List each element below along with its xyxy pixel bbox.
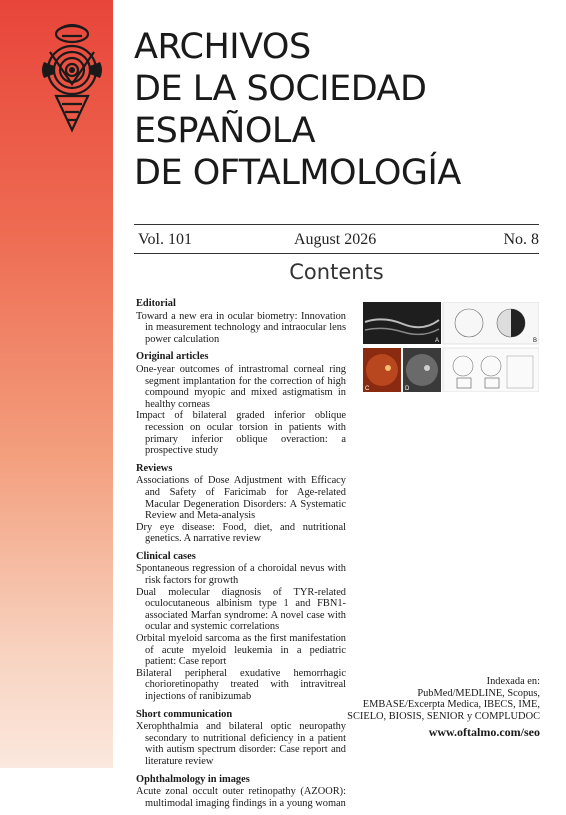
- visual-field-grid-image: [443, 348, 539, 392]
- index-line-3: SCIELO, BIOSIS, SENIOR y COMPLUDOC: [347, 710, 540, 722]
- section-heading: Editorial: [136, 298, 176, 309]
- toc-entry[interactable]: Orbital myeloid sarcoma as the first manifestation of acute myeloid leukemia in a pediatric patient: Case report: [136, 633, 346, 668]
- indexing-info: [300, 676, 540, 722]
- panel-label-d: D: [405, 386, 410, 392]
- section-ophthalmology-in-images: [136, 774, 346, 810]
- contents-heading: Contents: [289, 260, 384, 284]
- journal-title: [134, 26, 461, 194]
- section-original-articles: [136, 351, 346, 456]
- title-line-3: ESPAÑOLA: [134, 111, 316, 151]
- title-line-1: ARCHIVOS: [134, 27, 311, 67]
- section-heading: Ophthalmology in images: [136, 773, 250, 785]
- issue-number: No. 8: [503, 231, 539, 248]
- issue-date: August 2026: [294, 231, 377, 248]
- toc-entry[interactable]: One-year outcomes of intrastromal corneal ring segment implantation for the correction of high compound myopic and mixed astigmatism in healthy corneas: [136, 363, 346, 410]
- divider-top: [134, 224, 539, 225]
- toc-entry[interactable]: Xerophthalmia and bilateral optic neuropathy secondary to nutritional deficiency in a patient with autism spectrum disorder: Case report and literature review: [136, 721, 346, 767]
- toc-entry[interactable]: Impact of bilateral graded inferior oblique recession on ocular torsion in patients with primary inferior oblique overaction: a prospective study: [136, 410, 346, 457]
- cover-image-panel: [363, 302, 539, 392]
- volume-label: Vol. 101: [138, 231, 192, 248]
- section-heading: Original articles: [136, 351, 209, 363]
- index-line-1: PubMed/MEDLINE, Scopus,: [417, 687, 540, 699]
- index-label: Indexada en:: [486, 676, 540, 687]
- title-line-2: DE LA SOCIEDAD: [134, 69, 427, 109]
- divider-bottom: [134, 253, 539, 254]
- toc-entry[interactable]: Associations of Dose Adjustment with Efficacy and Safety of Faricimab for Age-related Macular Degeneration Disorders: A Systematic Review and Meta-analysis: [136, 475, 346, 522]
- title-line-4: DE OFTALMOLOGÍA: [134, 153, 461, 193]
- society-emblem-icon: [40, 22, 104, 134]
- section-reviews: [136, 463, 346, 545]
- panel-label-c: C: [365, 386, 370, 392]
- section-heading: Short communication: [136, 708, 233, 720]
- toc-entry[interactable]: Spontaneous regression of a choroidal nevus with risk factors for growth: [136, 563, 346, 587]
- journal-url-link[interactable]: www.oftalmo.com/seo: [428, 725, 540, 739]
- panel-label-b: B: [533, 338, 538, 344]
- toc-entry[interactable]: Dual molecular diagnosis of TYR-related oculocutaneous albinism type 1 and FBN1-associated Marfan syndrome: A novel case with ocular and systemic correlations: [136, 586, 346, 633]
- toc-entry[interactable]: Dry eye disease: Food, diet, and nutritional genetics. A narrative review: [136, 521, 346, 545]
- toc-entry[interactable]: Toward a new era in ocular biometry: Innovation in measurement technology and intraocular lens power calculation: [136, 310, 346, 345]
- section-editorial: [136, 298, 346, 345]
- toc-entry[interactable]: Acute zonal occult outer retinopathy (AZOOR): multimodal imaging findings in a young woman: [136, 786, 346, 809]
- panel-label-a: A: [435, 338, 440, 344]
- section-heading: Reviews: [136, 462, 173, 474]
- index-line-2: EMBASE/Excerpta Medica, IBECS, IME,: [362, 699, 540, 711]
- toc-entry[interactable]: Bilateral peripheral exudative hemorrhagic chorioretinopathy treated with intravitreal injections of ranibizumab: [136, 667, 346, 702]
- section-heading: Clinical cases: [136, 550, 196, 562]
